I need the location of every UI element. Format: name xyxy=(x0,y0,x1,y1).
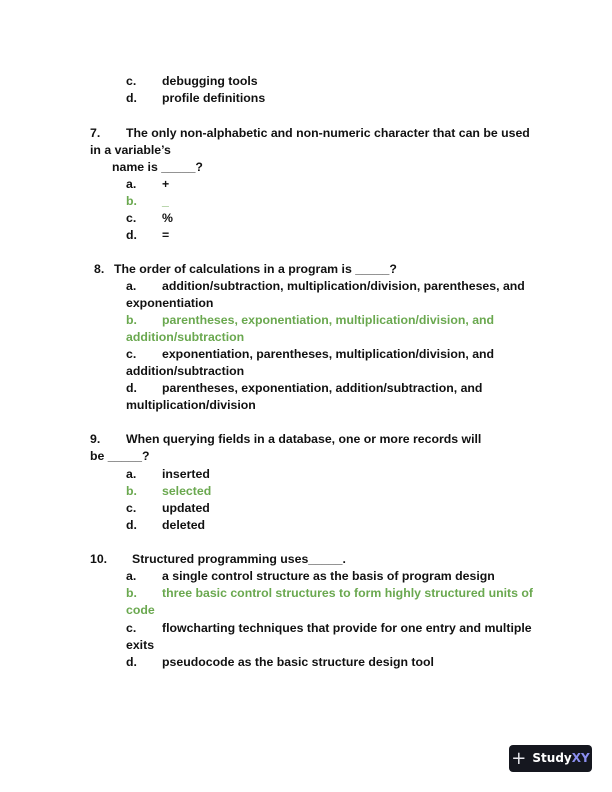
option-row-correct xyxy=(126,193,169,210)
option-text: profile definitions xyxy=(162,91,266,105)
option-letter: a. xyxy=(126,177,137,191)
question-7-stem xyxy=(90,125,530,142)
question-number: 8. xyxy=(94,262,105,276)
option-row xyxy=(126,73,258,90)
question-number: 7. xyxy=(90,126,101,140)
option-row xyxy=(126,568,495,585)
option-text-cont: exits xyxy=(126,638,155,652)
option-text: parentheses, exponentiation, addition/subtraction, and xyxy=(162,381,483,395)
option-text: a single control structure as the basis of program design xyxy=(162,569,495,583)
question-7-stem-cont: in a variable’s xyxy=(90,143,171,157)
option-letter: d. xyxy=(126,228,137,242)
plus-icon: + xyxy=(511,747,527,769)
option-text: = xyxy=(162,228,170,242)
question-text: The only non-alphabetic and non-numeric character that can be used xyxy=(126,126,530,140)
option-text: flowcharting techniques that provide for one entry and multiple xyxy=(162,621,532,635)
option-letter: d. xyxy=(126,91,137,105)
option-row-correct xyxy=(126,312,494,329)
brand-name xyxy=(532,750,589,767)
option-letter: a. xyxy=(126,279,137,293)
option-row-correct xyxy=(126,483,211,500)
question-number: 9. xyxy=(90,432,101,446)
option-row xyxy=(126,500,210,517)
question-text: Structured programming uses_____. xyxy=(132,552,346,566)
studyxy-logo[interactable] xyxy=(509,745,592,772)
option-row xyxy=(126,466,210,483)
option-text: exponentiation, parentheses, multiplication/division, and xyxy=(162,347,495,361)
option-letter: c. xyxy=(126,501,137,515)
option-text: % xyxy=(162,211,173,225)
option-letter: a. xyxy=(126,467,137,481)
question-8-stem xyxy=(94,261,397,278)
option-letter: c. xyxy=(126,347,137,361)
option-letter: b. xyxy=(126,586,137,600)
option-text-cont: addition/subtraction xyxy=(126,330,245,344)
option-letter: c. xyxy=(126,621,137,635)
option-text: inserted xyxy=(162,467,210,481)
option-text: debugging tools xyxy=(162,74,258,88)
option-letter: d. xyxy=(126,381,137,395)
brand-name-b: XY xyxy=(571,751,590,765)
option-letter: b. xyxy=(126,313,137,327)
option-text: updated xyxy=(162,501,210,515)
option-row xyxy=(126,380,482,397)
option-letter: d. xyxy=(126,655,137,669)
question-text: The order of calculations in a program is _____? xyxy=(114,262,397,276)
option-text: parentheses, exponentiation, multiplication/division, and xyxy=(162,313,495,327)
option-row xyxy=(126,654,434,671)
option-row xyxy=(126,176,169,193)
option-row xyxy=(126,210,173,227)
question-number: 10. xyxy=(90,552,108,566)
option-text-cont: multiplication/division xyxy=(126,398,256,412)
option-row xyxy=(126,90,265,107)
option-text: + xyxy=(162,177,170,191)
question-9-stem xyxy=(90,431,481,448)
option-text: deleted xyxy=(162,518,206,532)
option-row xyxy=(126,346,494,363)
brand-name-a: Study xyxy=(532,751,572,765)
option-text: addition/subtraction, multiplication/division, parentheses, and xyxy=(162,279,525,293)
question-7-stem-cont: name is _____? xyxy=(112,160,203,174)
question-text: When querying fields in a database, one or more records will xyxy=(126,432,482,446)
option-row-correct xyxy=(126,585,533,602)
option-row xyxy=(126,517,205,534)
option-row xyxy=(126,227,169,244)
option-text-cont: exponentiation xyxy=(126,296,214,310)
option-text: pseudocode as the basic structure design tool xyxy=(162,655,434,669)
option-text: _ xyxy=(162,194,169,208)
option-letter: c. xyxy=(126,211,137,225)
option-letter: b. xyxy=(126,484,137,498)
option-letter: c. xyxy=(126,74,137,88)
question-10-stem xyxy=(90,551,346,568)
option-letter: a. xyxy=(126,569,137,583)
option-text-cont: addition/subtraction xyxy=(126,364,245,378)
option-row xyxy=(126,620,532,637)
option-row xyxy=(126,278,525,295)
option-letter: d. xyxy=(126,518,137,532)
option-text-cont: code xyxy=(126,603,155,617)
option-letter: b. xyxy=(126,194,137,208)
question-9-stem-cont: be _____? xyxy=(90,449,150,463)
option-text: selected xyxy=(162,484,212,498)
option-text: three basic control structures to form highly structured units of xyxy=(162,586,534,600)
